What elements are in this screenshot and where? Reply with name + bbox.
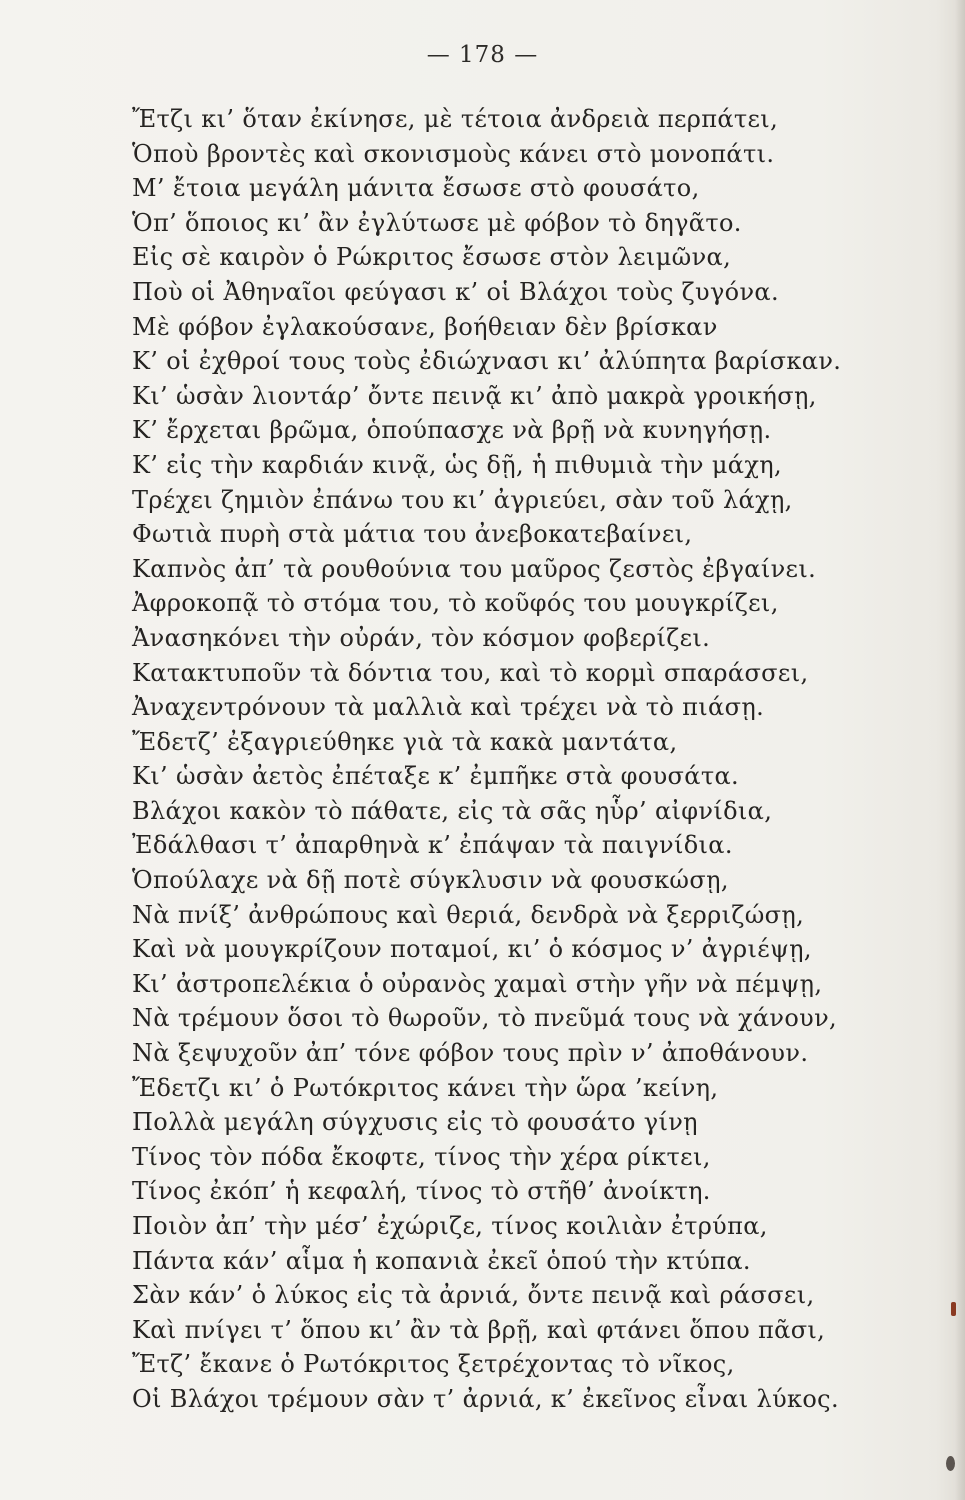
poem-line: Τρέχει ζημιὸν ἐπάνω του κι’ ἀγριεύει, σὰν τοῦ λάχῃ,: [132, 485, 793, 514]
poem-line: Ἀφροκοπᾷ τὸ στόμα του, τὸ κοῦφός του μουγκρίζει,: [132, 589, 779, 618]
poem-line: Μ’ ἔτοια μεγάλη μάνιτα ἔσωσε στὸ φουσάτο,: [132, 174, 700, 203]
page-number: — 178 —: [426, 42, 539, 68]
poem-line: Κι’ ὡσὰν ἀετὸς ἐπέταξε κ’ ἐμπῆκε στὰ φουσάτα.: [132, 762, 740, 791]
poem-line: Ἀνασηκόνει τὴν οὐράν, τὸν κόσμον φοβερίζει.: [132, 623, 711, 652]
poem-line: Ἔδετζ’ ἐξαγριεύθηκε γιὰ τὰ κακὰ μαντάτα,: [132, 727, 678, 756]
poem-line: Βλάχοι κακὸν τὸ πάθατε, εἰς τὰ σᾶς ηὗρ’ αἰφνίδια,: [132, 796, 773, 825]
poem-line: Μὲ φόβον ἐγλακούσανε, βοήθειαν δὲν βρίσκαν: [132, 312, 718, 341]
poem-line: Κατακτυποῦν τὰ δόντια του, καὶ τὸ κορμὶ σπαράσσει,: [132, 658, 809, 687]
poem-line: Ὁποὺ βροντὲς καὶ σκονισμοὺς κάνει στὸ μονοπάτι.: [132, 139, 775, 168]
poem-line: Οἱ Βλάχοι τρέμουν σὰν τ’ ἀρνιά, κ’ ἐκεῖνος εἶναι λύκος.: [132, 1384, 839, 1413]
poem-line: Νὰ ξεψυχοῦν ἀπ’ τόνε φόβον τους πρὶν ν’ ἀποθάνουν.: [132, 1039, 809, 1068]
poem-text: [132, 102, 932, 1417]
poem-line: Καπνὸς ἀπ’ τὰ ρουθούνια του μαῦρος ζεστὸς ἐβγαίνει.: [132, 554, 817, 583]
poem-line: Καὶ πνίγει τ’ ὅπου κι’ ἂν τὰ βρῇ, καὶ φτάνει ὅπου πᾶσι,: [132, 1315, 826, 1344]
poem-line: Εἰς σὲ καιρὸν ὁ Ρώκριτος ἔσωσε στὸν λειμῶνα,: [132, 243, 732, 272]
poem-line: Ἔτζ’ ἔκανε ὁ Ρωτόκριτος ξετρέχοντας τὸ νῖκος,: [132, 1350, 735, 1379]
poem-line: Ἐδάλθασι τ’ ἀπαρθηνὰ κ’ ἐπάψαν τὰ παιγνίδια.: [132, 831, 733, 860]
poem-line: Ἔδετζι κι’ ὁ Ρωτόκριτος κάνει τὴν ὥρα ’κείνη,: [132, 1073, 719, 1102]
page-edge-shadow: [955, 0, 965, 1500]
poem-line: Ποὺ οἱ Ἀθηναῖοι φεύγασι κ’ οἱ Βλάχοι τοὺς ζυγόνα.: [132, 277, 779, 306]
poem-line: Σὰν κάν’ ὁ λύκος εἰς τὰ ἀρνιά, ὄντε πεινᾷ καὶ ράσσει,: [132, 1281, 815, 1310]
poem-line: Πολλὰ μεγάλη σύγχυσις εἰς τὸ φουσάτο γίνῃ: [132, 1108, 698, 1137]
poem-line: Νὰ τρέμουν ὅσοι τὸ θωροῦν, τὸ πνεῦμά τους νὰ χάνουν,: [132, 1004, 837, 1033]
ink-spot: [946, 1456, 955, 1471]
poem-line: Νὰ πνίξ’ ἀνθρώπους καὶ θεριά, δενδρὰ νὰ ξερριζώσῃ,: [132, 900, 805, 929]
poem-line: Κι’ ἀστροπελέκια ὁ οὐρανὸς χαμαὶ στὴν γῆν νὰ πέμψῃ,: [132, 969, 823, 998]
poem-line: Ὁπούλαχε νὰ δῇ ποτὲ σύγκλυσιν νὰ φουσκώσῃ,: [132, 866, 729, 895]
poem-line: Φωτιὰ πυρὴ στὰ μάτια του ἀνεβοκατεβαίνει,: [132, 520, 693, 549]
poem-line: Κι’ ὡσὰν λιοντάρ’ ὄντε πεινᾷ κι’ ἀπὸ μακρὰ γροικήσῃ,: [132, 381, 817, 410]
poem-line: Τίνος τὸν πόδα ἔκοφτε, τίνος τὴν χέρα ρίκτει,: [132, 1142, 711, 1171]
poem-line: Κ’ εἰς τὴν καρδιάν κινᾷ, ὡς δῇ, ἡ πιθυμιὰ τὴν μάχη,: [132, 450, 782, 479]
poem-line: Καὶ νὰ μουγκρίζουν ποταμοί, κι’ ὁ κόσμος ν’ ἀγριέψῃ,: [132, 935, 812, 964]
poem-line: Τίνος ἐκόπ’ ἡ κεφαλή, τίνος τὸ στῆθ’ ἀνοίκτη.: [132, 1177, 711, 1206]
margin-mark: [951, 1302, 956, 1316]
poem-line: Ἀναχεντρόνουν τὰ μαλλιὰ καὶ τρέχει νὰ τὸ πιάσῃ.: [132, 693, 765, 722]
poem-line: Κ’ οἱ ἐχθροί τους τοὺς ἐδιώχνασι κι’ ἀλύπητα βαρίσκαν.: [132, 347, 842, 376]
poem-line: Ποιὸν ἀπ’ τὴν μέσ’ ἐχώριζε, τίνος κοιλιὰν ἐτρύπα,: [132, 1212, 768, 1240]
poem-line: Κ’ ἔρχεται βρῶμα, ὁπούπασχε νὰ βρῇ νὰ κυνηγήσῃ.: [132, 416, 772, 445]
poem-line: Ὁπ’ ὅποιος κι’ ἂν ἐγλύτωσε μὲ φόβον τὸ δηγᾶτο.: [132, 208, 742, 237]
poem-line: Ἔτζι κι’ ὅταν ἐκίνησε, μὲ τέτοια ἀνδρειὰ περπάτει,: [132, 105, 779, 133]
poem-line: Πάντα κάν’ αἷμα ἡ κοπανιὰ ἐκεῖ ὁπού τὴν κτύπα.: [132, 1246, 751, 1275]
